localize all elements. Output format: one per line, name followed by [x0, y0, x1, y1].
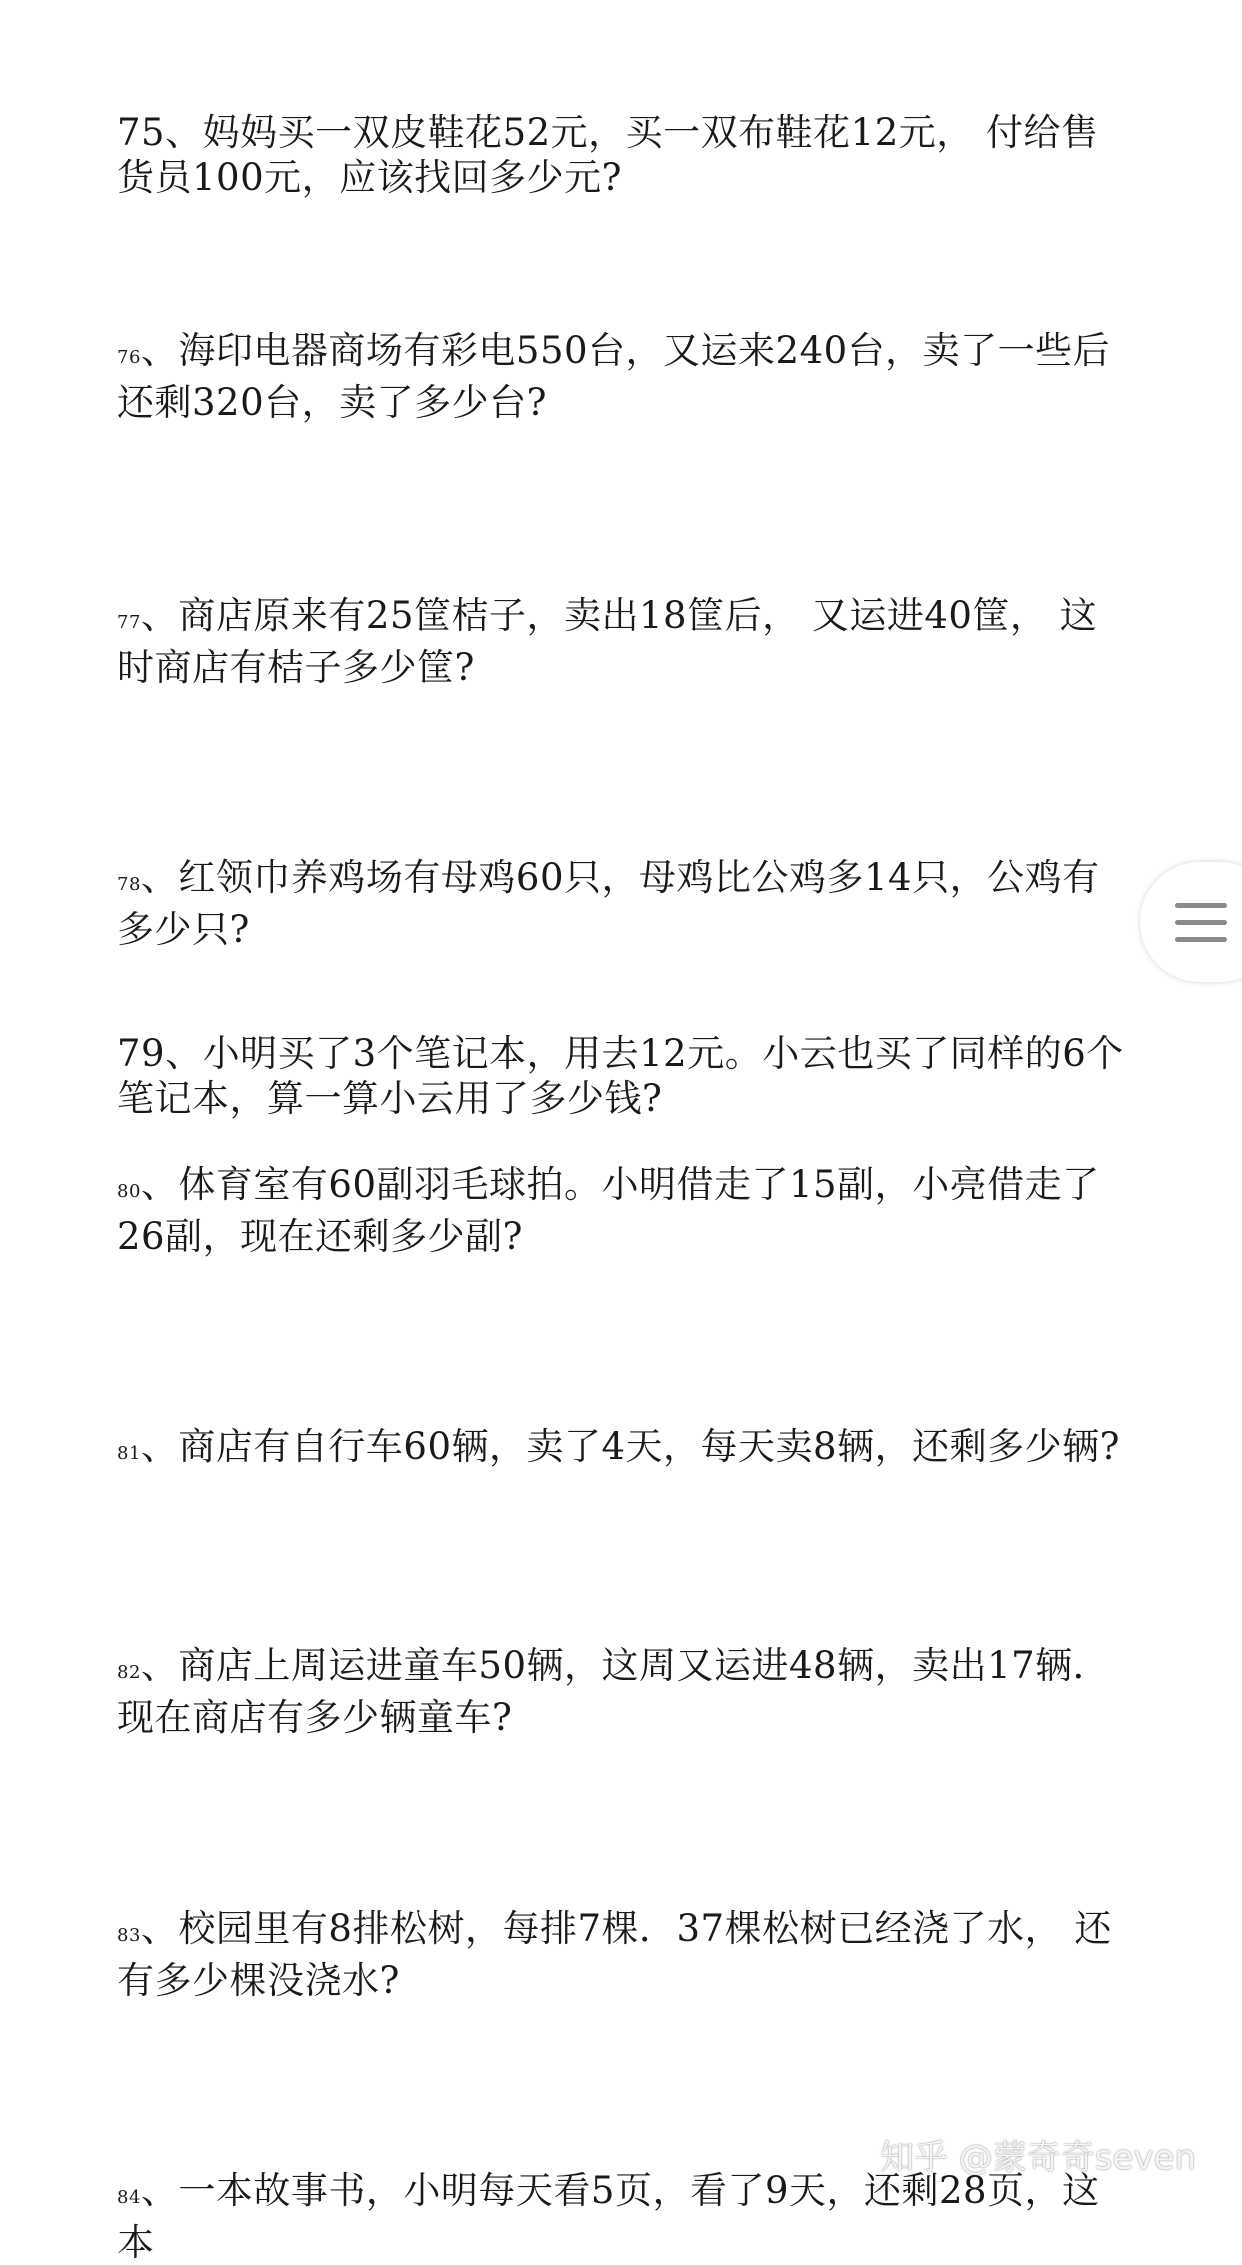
- problem-number: 80: [117, 1181, 141, 1202]
- problem-76: 76、海印电器商场有彩电550台，又运来240台，卖了一些后还剩320台，卖了多少台?: [117, 329, 1111, 424]
- problem-text: 商店原来有25筐桔子，卖出18筐后， 又运进40筐， 这时商店有桔子多少筐?: [117, 594, 1098, 689]
- problem-number: 82: [117, 1662, 141, 1683]
- problem-84: 84、一本故事书，小明每天看5页，看了9天，还剩28页，这本: [117, 2169, 1100, 2264]
- problem-text: 小明买了3个笔记本，用去12元。小云也买了同样的6个笔记本，算一算小云用了多少钱?: [117, 1032, 1124, 1120]
- problem-79: 79、小明买了3个笔记本，用去12元。小云也买了同样的6个笔记本，算一算小云用了多少钱?: [117, 1032, 1124, 1120]
- watermark: 知乎 @蒙奇奇seven: [880, 2138, 1197, 2178]
- problem-81: 81、商店有自行车60辆，卖了4天，每天卖8辆，还剩多少辆?: [117, 1425, 1120, 1468]
- problem-number: 76: [117, 347, 141, 368]
- problem-78: 78、红领巾养鸡场有母鸡60只，母鸡比公鸡多14只，公鸡有多少只?: [117, 856, 1100, 951]
- problem-text: 一本故事书，小明每天看5页，看了9天，还剩28页，这本: [117, 2169, 1100, 2264]
- problem-text: 体育室有60副羽毛球拍。小明借走了15副，小亮借走了26副，现在还剩多少副?: [117, 1163, 1100, 1258]
- problem-number: 77: [117, 612, 141, 633]
- problem-number: 83: [117, 1925, 141, 1946]
- problem-80: 80、体育室有60副羽毛球拍。小明借走了15副，小亮借走了26副，现在还剩多少副?: [117, 1163, 1100, 1258]
- problem-77: 77、商店原来有25筐桔子，卖出18筐后， 又运进40筐， 这时商店有桔子多少筐?: [117, 594, 1098, 689]
- problem-83: 83、校园里有8排松树，每排7棵．37棵松树已经浇了水， 还有多少棵没浇水?: [117, 1907, 1112, 2002]
- problem-number: 78: [117, 874, 141, 895]
- problem-75: 75、妈妈买一双皮鞋花52元，买一双布鞋花12元， 付给售货员100元，应该找回多少元?: [117, 111, 1099, 199]
- problem-number: 81: [117, 1443, 141, 1464]
- problem-text: 商店上周运进童车50辆，这周又运进48辆，卖出17辆．现在商店有多少辆童车?: [117, 1644, 1111, 1739]
- problem-text: 妈妈买一双皮鞋花52元，买一双布鞋花12元， 付给售货员100元，应该找回多少元?: [117, 111, 1099, 199]
- problem-number: 84: [117, 2187, 141, 2208]
- problem-text: 海印电器商场有彩电550台，又运来240台，卖了一些后还剩320台，卖了多少台?: [117, 329, 1111, 424]
- problem-number: 75: [117, 111, 166, 154]
- problem-text: 校园里有8排松树，每排7棵．37棵松树已经浇了水， 还有多少棵没浇水?: [117, 1907, 1112, 2002]
- problem-number: 79: [117, 1032, 166, 1075]
- hamburger-menu-icon: [1175, 903, 1227, 943]
- problem-82: 82、商店上周运进童车50辆，这周又运进48辆，卖出17辆．现在商店有多少辆童车?: [117, 1644, 1111, 1739]
- problem-text: 红领巾养鸡场有母鸡60只，母鸡比公鸡多14只，公鸡有多少只?: [117, 856, 1100, 951]
- problem-text: 商店有自行车60辆，卖了4天，每天卖8辆，还剩多少辆?: [178, 1425, 1120, 1468]
- menu-button[interactable]: [1140, 862, 1242, 982]
